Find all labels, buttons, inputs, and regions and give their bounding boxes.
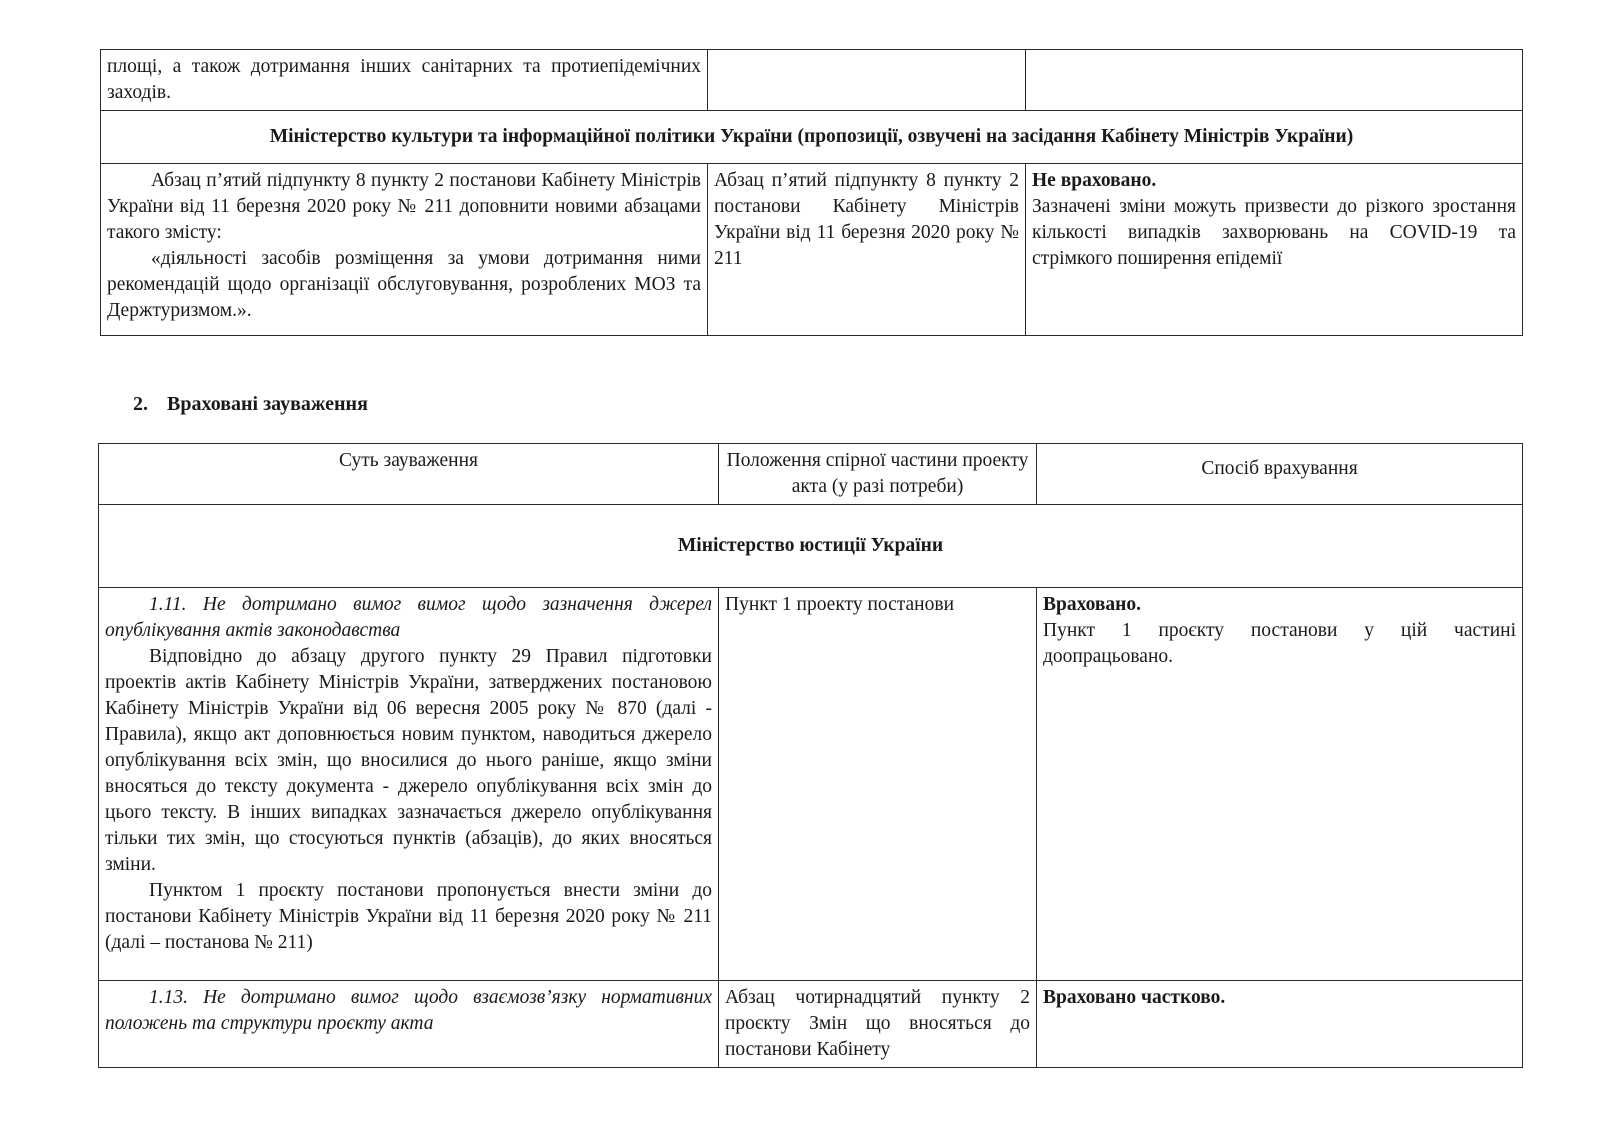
comment-cell: [99, 588, 719, 981]
resolution-cell: [1037, 981, 1523, 1068]
ministry-culture-heading: Міністерство культури та інформаційної політики України (пропозиції, озвучені на засідання Кабінету Міністрів України): [101, 111, 1523, 164]
resolution-cell: [1026, 50, 1523, 111]
table-row: [99, 981, 1523, 1068]
resolution-cell: [1026, 164, 1523, 336]
status-not-accepted: Не враховано.: [1032, 170, 1157, 191]
section-heading-row: [99, 505, 1523, 588]
resolution-text: Пункт 1 проєкту постанови у цій частині доопрацьовано.: [1043, 620, 1516, 667]
section-title: [133, 391, 368, 417]
comment-cell: [99, 981, 719, 1068]
table-row: [101, 50, 1523, 111]
draft-provision-cell: [708, 50, 1026, 111]
table-row: [101, 164, 1523, 336]
header-resolution-method: Спосіб врахування: [1037, 444, 1523, 505]
comment-cell: [101, 164, 708, 336]
resolution-cell: [1037, 588, 1523, 981]
section-heading-row: [101, 111, 1523, 164]
ministry-justice-heading: Міністерство юстиції України: [99, 505, 1523, 588]
status-partially-accepted: Враховано частково.: [1043, 987, 1226, 1008]
comment-title: 1.13. Не дотримано вимог щодо взаємозв’язку нормативних положень та структури проєкту акта: [105, 987, 712, 1034]
comments-table-not-accepted: [100, 49, 1523, 336]
comment-cell: площі, а також дотримання інших санітарних та протиепідемічних заходів.: [101, 50, 708, 111]
status-accepted: Враховано.: [1043, 594, 1142, 615]
header-disputed-provision: Положення спірної частини проекту акта (у разі потреби): [719, 444, 1037, 505]
draft-provision-cell: Пункт 1 проекту постанови: [719, 588, 1037, 981]
resolution-text: Зазначені зміни можуть призвести до різкого зростання кількості випадків захворювань на COVID-19 та стрімкого поширення епідемії: [1032, 196, 1516, 269]
draft-provision-cell: Абзац п’ятий підпункту 8 пункту 2 постанови Кабінету Міністрів України від 11 березня 2020 року № 211: [708, 164, 1026, 336]
comment-paragraph: Пунктом 1 проєкту постанови пропонується внести зміни до постанови Кабінету Міністрів України від 11 березня 2020 року № 211 (далі – постанова № 211): [105, 880, 712, 953]
comment-title: 1.11. Не дотримано вимог вимог щодо зазначення джерел опублікування актів законодавства: [105, 594, 712, 641]
draft-provision-cell: Абзац чотирнадцятий пункту 2 проєкту Змін що вносяться до постанови Кабінету: [719, 981, 1037, 1068]
header-essence: Суть зауваження: [99, 444, 719, 505]
section-title-text: Враховані зауваження: [167, 393, 368, 415]
comments-table-accepted: [98, 443, 1523, 1068]
section-number: 2.: [133, 393, 148, 415]
comment-quote: «діяльності засобів розміщення за умови дотримання ними рекомендацій щодо організації обслуговування, розроблених МОЗ та Держтуризмом.».: [107, 248, 701, 321]
comment-paragraph: Відповідно до абзацу другого пункту 29 Правил підготовки проектів актів Кабінету Міністрів України, затверджених постановою Кабінету Міністрів України від 06 вересня 2005 року № 870 (далі - Правила), якщо акт доповнюється новим пунктом, наводиться джерело опублікування всіх змін, що вносилися до нього раніше, якщо зміни вносяться до тексту документа - джерело опублікування всіх змін до цього тексту. В інших випадках зазначається джерело опублікування тільки тих змін, що стосуються пунктів (абзаців), до яких вносяться зміни.: [105, 646, 712, 875]
table-header-row: [99, 444, 1523, 505]
table-row: [99, 588, 1523, 981]
comment-paragraph: Абзац п’ятий підпункту 8 пункту 2 постанови Кабінету Міністрів України від 11 березня 2020 року № 211 доповнити новими абзацами такого змісту:: [107, 170, 701, 243]
